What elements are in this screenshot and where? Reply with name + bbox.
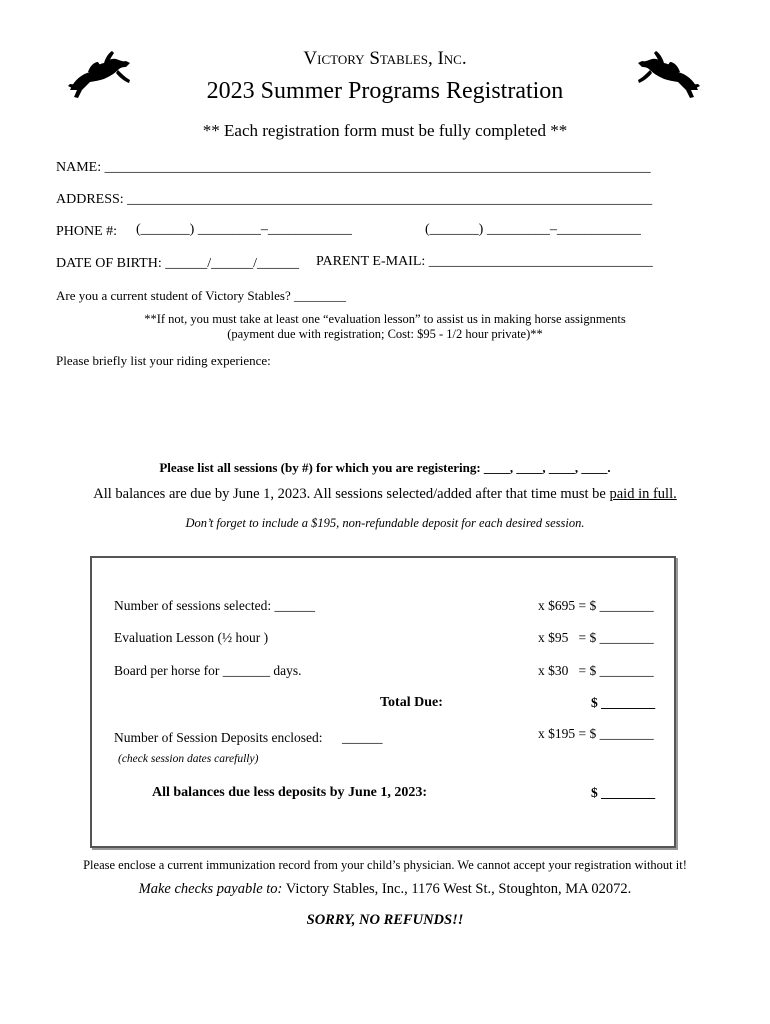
form-subtitle: ** Each registration form must be fully completed **: [202, 121, 568, 140]
phone-field-2[interactable]: (_______) _________–____________: [425, 222, 641, 237]
balance-less-deposits-value[interactable]: $ ________: [591, 785, 656, 800]
riding-experience-label[interactable]: Please briefly list your riding experience:: [56, 353, 271, 368]
sessions-selected-label[interactable]: Number of sessions selected: ______: [114, 598, 315, 613]
total-due-label: Total Due:: [380, 695, 443, 710]
current-student-question[interactable]: Are you a current student of Victory Stables? ________: [56, 288, 346, 303]
page-title: 2023 Summer Programs Registration: [206, 78, 564, 104]
evaluation-note-line-1: **If not, you must take at least one “evaluation lesson” to assist us in making horse assignments: [144, 312, 626, 326]
board-per-horse-calc[interactable]: x $30 = $ ________: [538, 663, 654, 678]
immunization-note: Please enclose a current immunization record from your child’s physician. We cannot accept your registration without it!: [83, 858, 687, 872]
name-field[interactable]: NAME: ______________________________________________________________________________: [56, 160, 651, 175]
phone-field-1[interactable]: (_______) _________–____________: [136, 222, 352, 237]
deposit-note: Don’t forget to include a $195, non-refundable deposit for each desired session.: [185, 516, 585, 530]
session-deposits-label: Number of Session Deposits enclosed:: [114, 730, 323, 745]
address-field[interactable]: ADDRESS: ___________________________________________________________________________: [56, 192, 653, 207]
balances-due-line: All balances are due by June 1, 2023. All sessions selected/added after that time must be paid in full.: [93, 486, 677, 502]
parent-email-field[interactable]: PARENT E-MAIL: ________________________________: [316, 254, 653, 269]
board-per-horse-label[interactable]: Board per horse for _______ days.: [114, 663, 302, 678]
session-deposits-blank[interactable]: ______: [342, 730, 383, 745]
total-due-value[interactable]: $ ________: [591, 695, 656, 710]
sessions-selected-calc[interactable]: x $695 = $ ________: [538, 598, 654, 613]
date-of-birth-field[interactable]: DATE OF BIRTH: ______/______/______: [56, 256, 299, 271]
evaluation-lesson-calc[interactable]: x $95 = $ ________: [538, 630, 654, 645]
no-refunds-note: SORRY, NO REFUNDS!!: [306, 912, 464, 928]
payable-line: Make checks payable to: Victory Stables, Inc., 1176 West St., Stoughton, MA 02072.: [138, 881, 632, 897]
session-deposits-calc[interactable]: x $195 = $ ________: [538, 726, 654, 741]
phone-label: PHONE #:: [56, 224, 118, 239]
evaluation-note-line-2: (payment due with registration; Cost: $95 - 1/2 hour private)**: [227, 327, 543, 341]
list-sessions-line[interactable]: Please list all sessions (by #) for which you are registering: ____, ____, ____, ____.: [159, 460, 611, 475]
balance-less-deposits-label: All balances due less deposits by June 1, 2023:: [152, 785, 427, 800]
fee-summary-box: [90, 556, 676, 848]
company-name: Victory Stables, Inc.: [303, 48, 467, 69]
evaluation-lesson-label: Evaluation Lesson (½ hour ): [114, 630, 269, 645]
deposits-note: (check session dates carefully): [118, 753, 259, 765]
